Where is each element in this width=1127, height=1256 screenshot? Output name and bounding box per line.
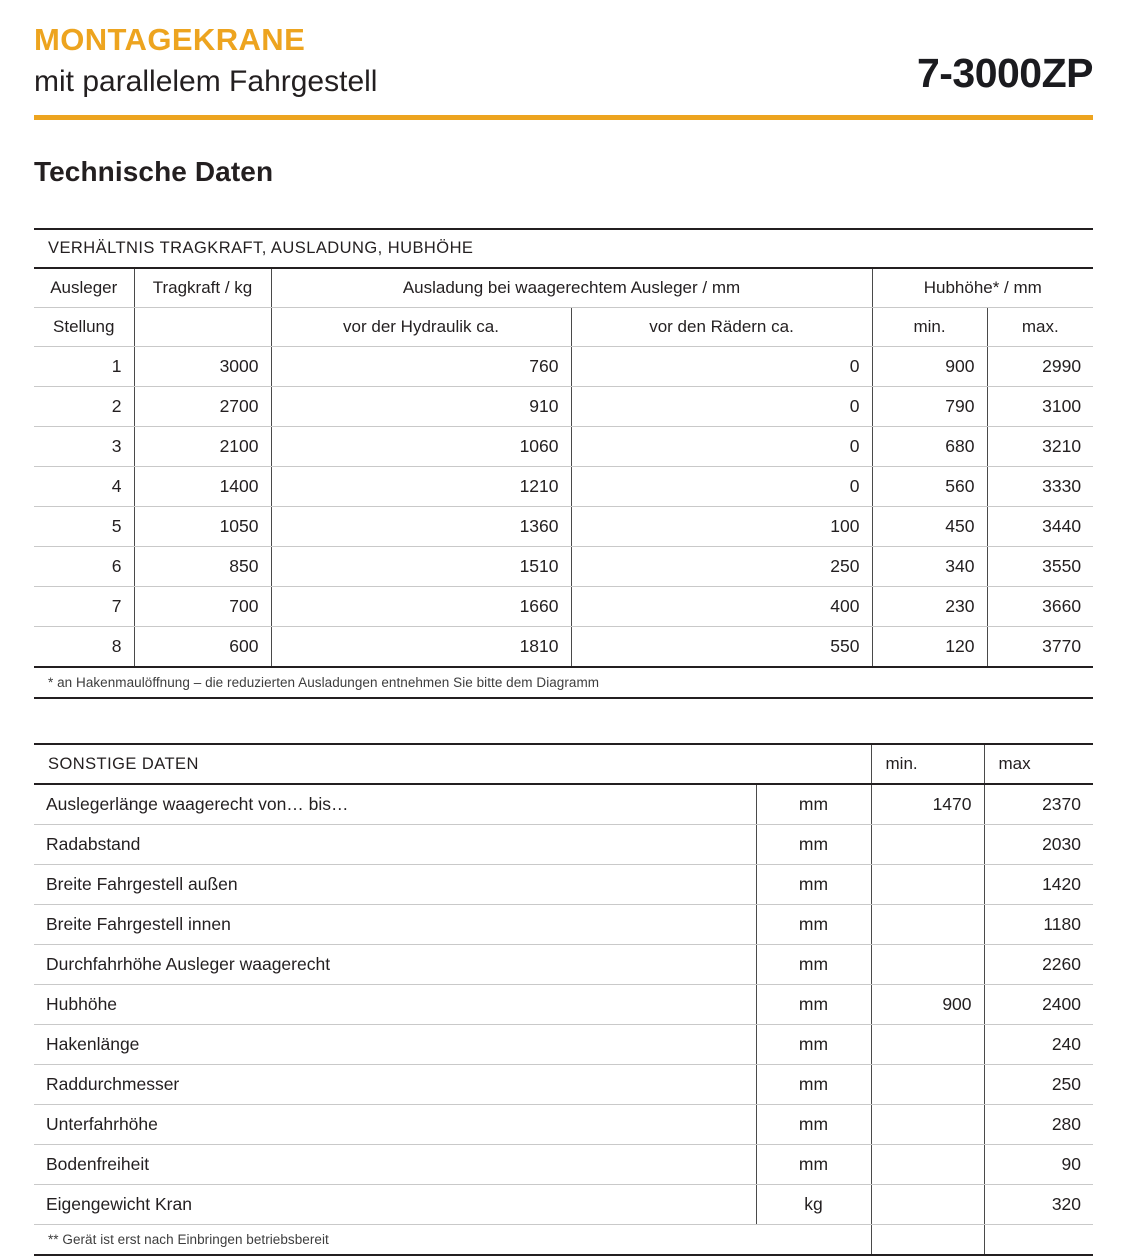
cell-spec-label: Durchfahrhöhe Ausleger waagerecht: [34, 945, 756, 985]
cell-spec-min: [871, 945, 984, 985]
cell-spec-max: 240: [984, 1025, 1093, 1065]
table-footnote-row: [34, 667, 1093, 698]
cell-spec-min: [871, 1105, 984, 1145]
header-other-max: max: [984, 744, 1093, 784]
cell-stellung: 3: [34, 427, 134, 467]
cell-tragkraft: 3000: [134, 347, 271, 387]
table-row: [34, 865, 1093, 905]
table-row: [34, 784, 1093, 825]
header-stellung: Stellung: [34, 308, 134, 347]
cell-spec-max: 2370: [984, 784, 1093, 825]
cell-hub-max: 3770: [987, 627, 1093, 668]
table-row: [34, 905, 1093, 945]
cell-spec-label: Breite Fahrgestell außen: [34, 865, 756, 905]
cell-stellung: 5: [34, 507, 134, 547]
cell-hub-min: 900: [872, 347, 987, 387]
cell-spec-unit: mm: [756, 825, 871, 865]
cell-spec-max: 90: [984, 1145, 1093, 1185]
cell-spec-min: [871, 1145, 984, 1185]
header-other-min: min.: [871, 744, 984, 784]
cell-spec-unit: mm: [756, 1065, 871, 1105]
table-row: [34, 1145, 1093, 1185]
cell-hub-min: 340: [872, 547, 987, 587]
cell-spec-max: 2260: [984, 945, 1093, 985]
cell-spec-label: Auslegerlänge waagerecht von… bis…: [34, 784, 756, 825]
cell-hydraulik: 1060: [271, 427, 571, 467]
cell-hub-min: 560: [872, 467, 987, 507]
cell-hydraulik: 1660: [271, 587, 571, 627]
cell-stellung: 1: [34, 347, 134, 387]
table-header-row-2: [34, 308, 1093, 347]
cell-spec-label: Eigengewicht Kran: [34, 1185, 756, 1225]
cell-spec-max: 1180: [984, 905, 1093, 945]
cell-spec-min: [871, 1065, 984, 1105]
table-row: [34, 427, 1093, 467]
cell-spec-min: 900: [871, 985, 984, 1025]
cell-spec-label: Breite Fahrgestell innen: [34, 905, 756, 945]
cell-tragkraft: 1050: [134, 507, 271, 547]
cell-spec-max: 2400: [984, 985, 1093, 1025]
cell-spec-min: [871, 865, 984, 905]
table-row: [34, 507, 1093, 547]
header-vor-den-raedern: vor den Rädern ca.: [571, 308, 872, 347]
table-row: [34, 1025, 1093, 1065]
footnote-hakenmaul: * an Hakenmaulöffnung – die reduzierten Ausladungen entnehmen Sie bitte dem Diagramm: [34, 667, 1093, 698]
cell-spec-label: Unterfahrhöhe: [34, 1105, 756, 1145]
table-row: [34, 1105, 1093, 1145]
cell-hub-max: 3440: [987, 507, 1093, 547]
header-hubhoehe: Hubhöhe* / mm: [872, 268, 1093, 308]
cell-hub-min: 680: [872, 427, 987, 467]
cell-spec-min: [871, 905, 984, 945]
cell-raeder: 0: [571, 467, 872, 507]
section-title-sonstige: SONSTIGE DATEN: [34, 744, 871, 784]
cell-tragkraft: 2100: [134, 427, 271, 467]
table-section-title-row: [34, 229, 1093, 268]
header-hubhoehe-min: min.: [872, 308, 987, 347]
header-ausladung: Ausladung bei waagerechtem Ausleger / mm: [271, 268, 872, 308]
brand-subtitle: mit parallelem Fahrgestell: [34, 64, 378, 98]
header-tragkraft: Tragkraft / kg: [134, 268, 271, 308]
cell-stellung: 8: [34, 627, 134, 668]
cell-raeder: 100: [571, 507, 872, 547]
cell-stellung: 2: [34, 387, 134, 427]
cell-spec-min: [871, 1025, 984, 1065]
brand-title: MONTAGEKRANE: [34, 22, 306, 57]
header-tragkraft-sub: [134, 308, 271, 347]
cell-spec-label: Hubhöhe: [34, 985, 756, 1025]
header-ausleger: Ausleger: [34, 268, 134, 308]
cell-spec-label: Hakenlänge: [34, 1025, 756, 1065]
table-row: [34, 387, 1093, 427]
table-footnote-row: [34, 1225, 1093, 1256]
accent-divider: [34, 115, 1093, 120]
cell-tragkraft: 2700: [134, 387, 271, 427]
cell-spec-label: Bodenfreiheit: [34, 1145, 756, 1185]
cell-tragkraft: 1400: [134, 467, 271, 507]
header-row: [34, 24, 1093, 100]
table-row: [34, 1065, 1093, 1105]
cell-spec-unit: kg: [756, 1185, 871, 1225]
table-header-row-1: [34, 268, 1093, 308]
cell-hydraulik: 1360: [271, 507, 571, 547]
header-titles: [34, 24, 377, 100]
cell-tragkraft: 700: [134, 587, 271, 627]
model-code: 7-3000ZP: [916, 50, 1093, 97]
cell-hydraulik: 910: [271, 387, 571, 427]
cell-hub-max: 3330: [987, 467, 1093, 507]
cell-raeder: 400: [571, 587, 872, 627]
table-row: [34, 1185, 1093, 1225]
cell-spec-unit: mm: [756, 945, 871, 985]
cell-raeder: 0: [571, 387, 872, 427]
cell-hub-max: 3100: [987, 387, 1093, 427]
other-table-wrapper: [34, 743, 1093, 1256]
header-vor-der-hydraulik: vor der Hydraulik ca.: [271, 308, 571, 347]
cell-stellung: 4: [34, 467, 134, 507]
cell-spec-min: [871, 1185, 984, 1225]
table-row: [34, 985, 1093, 1025]
cell-spec-max: 1420: [984, 865, 1093, 905]
cell-spec-unit: mm: [756, 865, 871, 905]
cell-hub-max: 2990: [987, 347, 1093, 387]
cell-raeder: 0: [571, 427, 872, 467]
cell-spec-unit: mm: [756, 1145, 871, 1185]
cell-raeder: 0: [571, 347, 872, 387]
cell-hydraulik: 760: [271, 347, 571, 387]
other-header-row: [34, 744, 1093, 784]
capacity-table: [34, 228, 1093, 699]
footnote-einbringen: ** Gerät ist erst nach Einbringen betriebsbereit: [34, 1225, 871, 1256]
page-header: [34, 0, 1093, 120]
cell-raeder: 550: [571, 627, 872, 668]
cell-hub-max: 3210: [987, 427, 1093, 467]
cell-spec-unit: mm: [756, 1025, 871, 1065]
cell-spec-unit: mm: [756, 784, 871, 825]
cell-tragkraft: 850: [134, 547, 271, 587]
table-row: [34, 945, 1093, 985]
table-row: [34, 547, 1093, 587]
table-row: [34, 627, 1093, 668]
cell-hub-min: 120: [872, 627, 987, 668]
cell-spec-unit: mm: [756, 905, 871, 945]
cell-hub-max: 3660: [987, 587, 1093, 627]
main-table-wrapper: [34, 228, 1093, 699]
cell-spec-label: Radabstand: [34, 825, 756, 865]
cell-spec-max: 2030: [984, 825, 1093, 865]
section-title-verhaeltnis: VERHÄLTNIS TRAGKRAFT, AUSLADUNG, HUBHÖHE: [34, 229, 1093, 268]
cell-spec-min: [871, 825, 984, 865]
footnote-filler-max: [984, 1225, 1093, 1256]
cell-spec-max: 280: [984, 1105, 1093, 1145]
page-title: Technische Daten: [34, 156, 274, 188]
cell-stellung: 6: [34, 547, 134, 587]
cell-raeder: 250: [571, 547, 872, 587]
cell-hub-min: 790: [872, 387, 987, 427]
cell-hub-min: 450: [872, 507, 987, 547]
header-hubhoehe-max: max.: [987, 308, 1093, 347]
cell-hydraulik: 1810: [271, 627, 571, 668]
cell-spec-min: 1470: [871, 784, 984, 825]
cell-spec-label: Raddurchmesser: [34, 1065, 756, 1105]
cell-hydraulik: 1510: [271, 547, 571, 587]
cell-spec-unit: mm: [756, 1105, 871, 1145]
footnote-filler-min: [871, 1225, 984, 1256]
cell-spec-max: 320: [984, 1185, 1093, 1225]
cell-spec-unit: mm: [756, 985, 871, 1025]
cell-spec-max: 250: [984, 1065, 1093, 1105]
other-data-table: [34, 743, 1093, 1256]
cell-hub-min: 230: [872, 587, 987, 627]
cell-hub-max: 3550: [987, 547, 1093, 587]
cell-hydraulik: 1210: [271, 467, 571, 507]
table-row: [34, 825, 1093, 865]
table-row: [34, 467, 1093, 507]
table-row: [34, 347, 1093, 387]
cell-tragkraft: 600: [134, 627, 271, 668]
cell-stellung: 7: [34, 587, 134, 627]
table-row: [34, 587, 1093, 627]
